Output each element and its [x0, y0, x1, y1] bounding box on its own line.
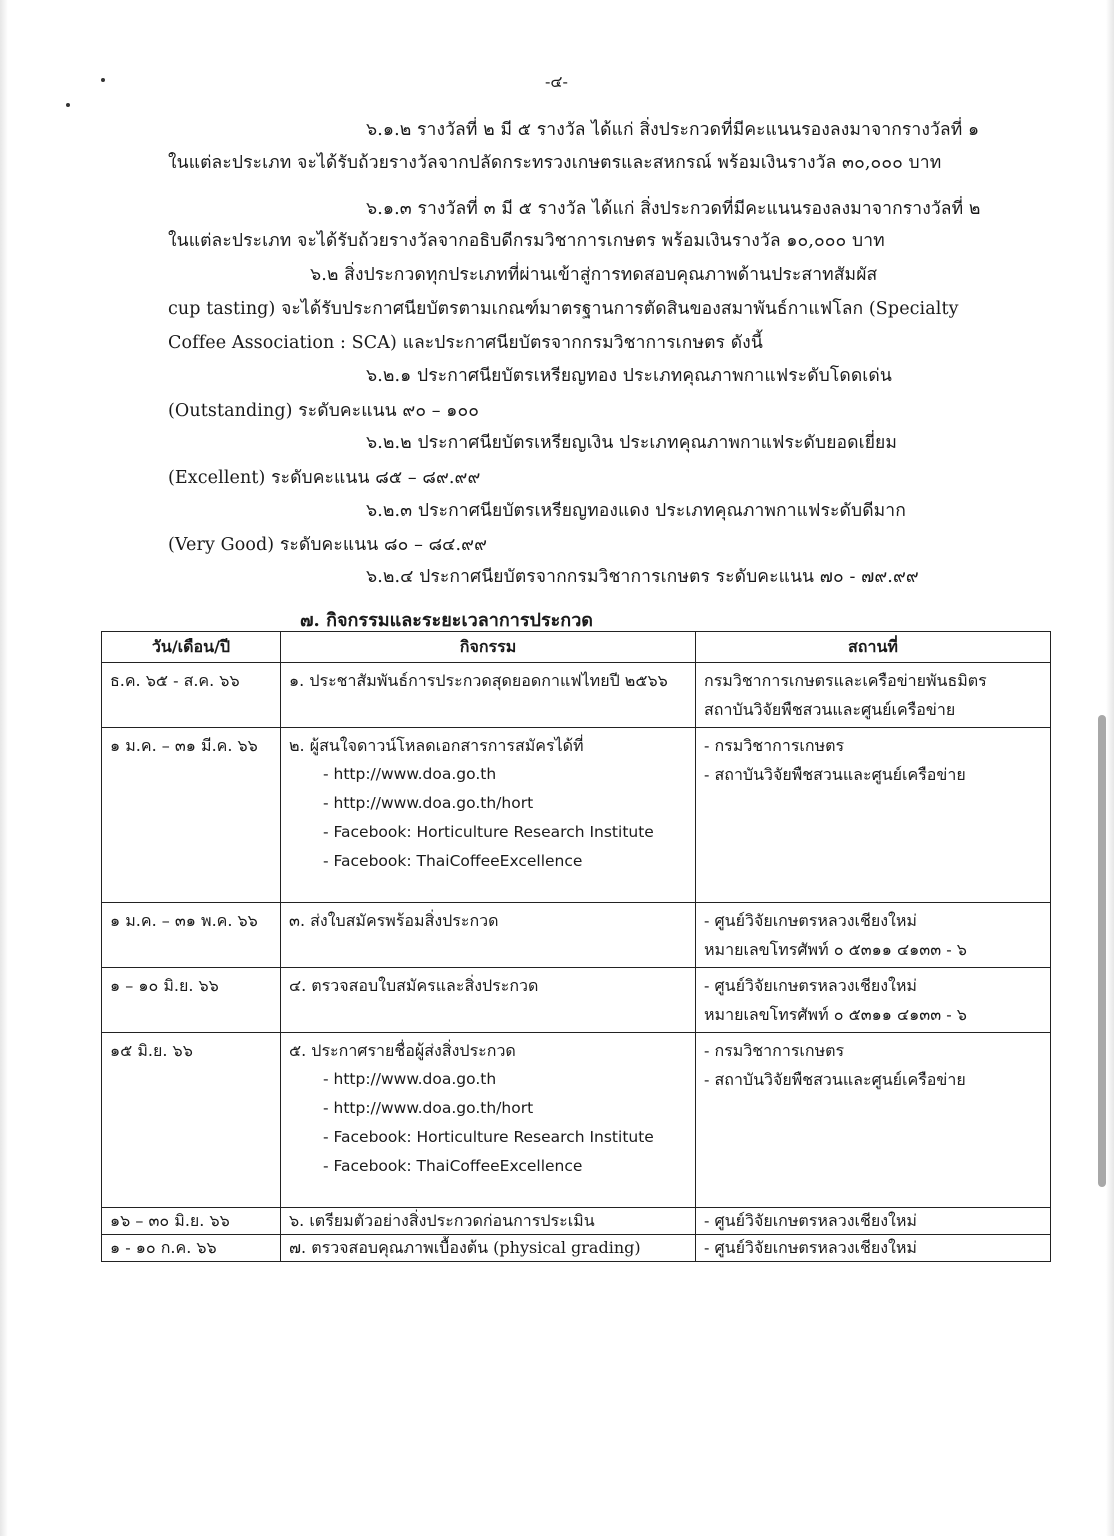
cell-date: ธ.ค. ๖๕ - ส.ค. ๖๖: [102, 663, 281, 728]
place-text: กรมวิชาการเกษตรและเครือข่ายพันธมิตร: [704, 671, 987, 690]
table-row: [102, 1208, 1051, 1235]
download-link-text: - http://www.doa.go.th: [323, 1070, 497, 1088]
cell-date: ๑ ม.ค. – ๓๑ มี.ค. ๖๖: [102, 728, 281, 903]
paragraph-line: ในแต่ละประเภท จะได้รับถ้วยรางวัลจากอธิบดีกรมวิชาการเกษตร พร้อมเงินรางวัล ๑๐,๐๐๐ บาท: [168, 231, 885, 251]
place-text: - ศูนย์วิจัยเกษตรหลวงเชียงใหม่: [704, 1211, 917, 1230]
header-activity: กิจกรรม: [281, 632, 696, 663]
place-text: - ศูนย์วิจัยเกษตรหลวงเชียงใหม่: [704, 976, 917, 995]
download-link-text: - Facebook: Horticulture Research Institute: [323, 1128, 654, 1146]
place-text: สถาบันวิจัยพืชสวนและศูนย์เครือข่าย: [704, 700, 956, 719]
place-text: - กรมวิชาการเกษตร: [704, 1041, 845, 1060]
cell-activity: [281, 728, 696, 903]
paragraph-line: Coffee Association : SCA) และประกาศนียบัตรจากกรมวิชาการเกษตร ดังนี้: [168, 333, 763, 353]
download-link-text: - http://www.doa.go.th: [323, 765, 497, 783]
cell-place: [696, 1208, 1051, 1235]
cell-place: [696, 903, 1051, 968]
cell-date: ๑๕ มิ.ย. ๖๖: [102, 1033, 281, 1208]
place-text: - สถาบันวิจัยพืชสวนและศูนย์เครือข่าย: [704, 1070, 966, 1089]
paragraph-line: ๖.๒.๓ ประกาศนียบัตรเหรียญทองแดง ประเภทคุณภาพกาแฟระดับดีมาก: [366, 501, 906, 521]
paragraph-line: ๖.๒.๔ ประกาศนียบัตรจากกรมวิชาการเกษตร ระดับคะแนน ๗๐ - ๗๙.๙๙: [366, 567, 919, 587]
page-edge-left: [0, 0, 8, 1536]
cell-place: [696, 728, 1051, 903]
paragraph-line: (Outstanding) ระดับคะแนน ๙๐ – ๑๐๐: [168, 401, 480, 421]
cell-date: ๑๖ – ๓๐ มิ.ย. ๖๖: [102, 1208, 281, 1235]
cell-place: [696, 1235, 1051, 1262]
cell-activity: [281, 968, 696, 1033]
download-link-text: - Facebook: Horticulture Research Institute: [323, 823, 654, 841]
paragraph-line: ๖.๒.๑ ประกาศนียบัตรเหรียญทอง ประเภทคุณภาพกาแฟระดับโดดเด่น: [366, 366, 892, 386]
paragraph-line: ๖.๒ สิ่งประกวดทุกประเภทที่ผ่านเข้าสู่การทดสอบคุณภาพด้านประสาทสัมผัส: [310, 265, 878, 285]
paragraph-line: (Very Good) ระดับคะแนน ๘๐ – ๘๔.๙๙: [168, 535, 488, 555]
page-number: -๔-: [545, 72, 568, 91]
download-link-text: - http://www.doa.go.th/hort: [323, 794, 534, 812]
paragraph-line: ๖.๑.๒ รางวัลที่ ๒ มี ๕ รางวัล ได้แก่ สิ่งประกวดที่มีคะแนนรองลงมาจากรางวัลที่ ๑: [366, 120, 980, 140]
cell-activity: [281, 1033, 696, 1208]
schedule-table-body: [102, 663, 1051, 1262]
page-edge-right: [1106, 0, 1114, 1536]
activity-text: ๖. เตรียมตัวอย่างสิ่งประกวดก่อนการประเมิน: [289, 1211, 595, 1230]
paragraph-line: ในแต่ละประเภท จะได้รับถ้วยรางวัลจากปลัดกระทรวงเกษตรและสหกรณ์ พร้อมเงินรางวัล ๓๐,๐๐๐ บาท: [168, 153, 942, 173]
vertical-scrollbar[interactable]: [1098, 715, 1106, 1187]
place-text: หมายเลขโทรศัพท์ ๐ ๕๓๑๑ ๔๑๓๓ - ๖: [704, 1005, 967, 1024]
paragraph-line: cup tasting) จะได้รับประกาศนียบัตรตามเกณฑ์มาตรฐานการตัดสินของสมาพันธ์กาแฟโลก (Specialty: [168, 299, 959, 319]
cell-place: [696, 663, 1051, 728]
activity-text: ๓. ส่งใบสมัครพร้อมสิ่งประกวด: [289, 911, 499, 930]
scan-speck: [101, 78, 105, 82]
activity-text: ๔. ตรวจสอบใบสมัครและสิ่งประกวด: [289, 976, 539, 995]
cell-date: ๑ - ๑๐ ก.ค. ๖๖: [102, 1235, 281, 1262]
table-row: [102, 903, 1051, 968]
cell-date: ๑ – ๑๐ มิ.ย. ๖๖: [102, 968, 281, 1033]
header-place: สถานที่: [696, 632, 1051, 663]
download-link-text: - Facebook: ThaiCoffeeExcellence: [323, 852, 583, 870]
cell-date: ๑ ม.ค. – ๓๑ พ.ค. ๖๖: [102, 903, 281, 968]
activity-text: ๒. ผู้สนใจดาวน์โหลดเอกสารการสมัครได้ที่: [289, 736, 584, 755]
cell-activity: [281, 1235, 696, 1262]
cell-activity: [281, 663, 696, 728]
place-text: หมายเลขโทรศัพท์ ๐ ๕๓๑๑ ๔๑๓๓ - ๖: [704, 940, 967, 959]
cell-activity: [281, 1208, 696, 1235]
cell-place: [696, 968, 1051, 1033]
header-date: วัน/เดือน/ปี: [102, 632, 281, 663]
paragraph-line: ๖.๑.๓ รางวัลที่ ๓ มี ๕ รางวัล ได้แก่ สิ่งประกวดที่มีคะแนนรองลงมาจากรางวัลที่ ๒: [366, 199, 981, 219]
cell-place: [696, 1033, 1051, 1208]
table-row: [102, 968, 1051, 1033]
section-heading: ๗. กิจกรรมและระยะเวลาการประกวด: [300, 610, 593, 631]
activity-text: ๗. ตรวจสอบคุณภาพเบื้องต้น (physical grading): [289, 1238, 641, 1257]
table-row: [102, 728, 1051, 903]
place-text: - กรมวิชาการเกษตร: [704, 736, 845, 755]
scan-speck: [66, 103, 70, 107]
download-link-text: - Facebook: ThaiCoffeeExcellence: [323, 1157, 583, 1175]
schedule-table: [101, 631, 1051, 1262]
paragraph-line: ๖.๒.๒ ประกาศนียบัตรเหรียญเงิน ประเภทคุณภาพกาแฟระดับยอดเยี่ยม: [366, 433, 898, 453]
activity-text: ๑. ประชาสัมพันธ์การประกวดสุดยอดกาแฟไทยปี ๒๕๖๖: [289, 671, 668, 690]
table-row: [102, 1033, 1051, 1208]
download-link-text: - http://www.doa.go.th/hort: [323, 1099, 534, 1117]
activity-text: ๕. ประกาศรายชื่อผู้ส่งสิ่งประกวด: [289, 1041, 516, 1060]
paragraph-line: (Excellent) ระดับคะแนน ๘๕ – ๘๙.๙๙: [168, 468, 481, 488]
place-text: - สถาบันวิจัยพืชสวนและศูนย์เครือข่าย: [704, 765, 966, 784]
cell-activity: [281, 903, 696, 968]
table-row: [102, 663, 1051, 728]
place-text: - ศูนย์วิจัยเกษตรหลวงเชียงใหม่: [704, 1238, 917, 1257]
place-text: - ศูนย์วิจัยเกษตรหลวงเชียงใหม่: [704, 911, 917, 930]
table-row: [102, 1235, 1051, 1262]
table-header-row: [102, 632, 1051, 663]
